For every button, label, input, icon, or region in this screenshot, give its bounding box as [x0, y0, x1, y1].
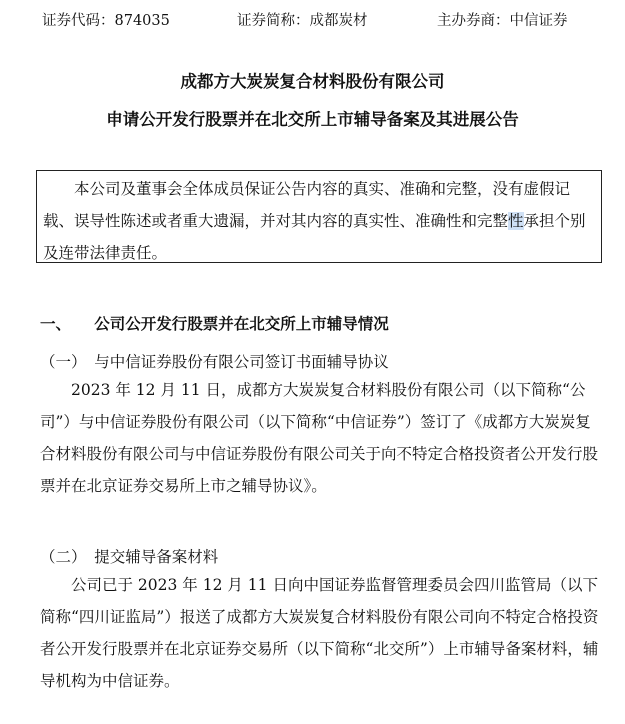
disclaimer-box: [36, 170, 602, 263]
security-short-name: 证券简称：成都炭材: [237, 13, 368, 29]
disclaimer-text: [37, 173, 599, 269]
disclaimer-text-part1: 本公司及董事会全体成员保证公告内容的真实、准确和完整，没有虚假记载、误导性陈述或者重大遗漏，并对其内容的真实性、准确性和完整: [43, 180, 571, 230]
sponsor-broker: 主办券商：中信证券: [437, 13, 568, 29]
subsection-heading-2: （二） 提交辅导备案材料: [40, 548, 219, 566]
subsection-heading-1: （一） 与中信证券股份有限公司签订书面辅导协议: [40, 353, 389, 371]
company-title: 成都方大炭炭复合材料股份有限公司: [180, 72, 445, 91]
disclaimer-text-part2: 承担个别及连带法律责任。: [43, 212, 586, 262]
highlighted-character: 性: [508, 212, 524, 230]
security-code: 证券代码：874035: [42, 13, 170, 29]
section-heading-1: 一、 公司公开发行股票并在北交所上市辅导情况: [40, 315, 389, 333]
subsection-body-1: 2023 年 12 月 11 日，成都方大炭炭复合材料股份有限公司（以下简称“公司”）与中信证券股份有限公司（以下简称“中信证券”）签订了《成都方大炭炭复合材料股份有限公司与中信证券股份有限公司关于向不特定合格投资者公开发行股票并在北京证券交易所上市之辅导协议》。: [40, 381, 599, 495]
subsection-body-2: 公司已于 2023 年 12 月 11 日向中国证券监督管理委员会四川监管局（以下简称“四川证监局”）报送了成都方大炭炭复合材料股份有限公司向不特定合格投资者公开发行股票并在北京证券交易所（以下简称“北交所”）上市辅导备案材料，辅导机构为中信证券。: [40, 576, 599, 690]
announcement-title: 申请公开发行股票并在北交所上市辅导备案及其进展公告: [106, 110, 519, 129]
document-header: [0, 9, 625, 29]
